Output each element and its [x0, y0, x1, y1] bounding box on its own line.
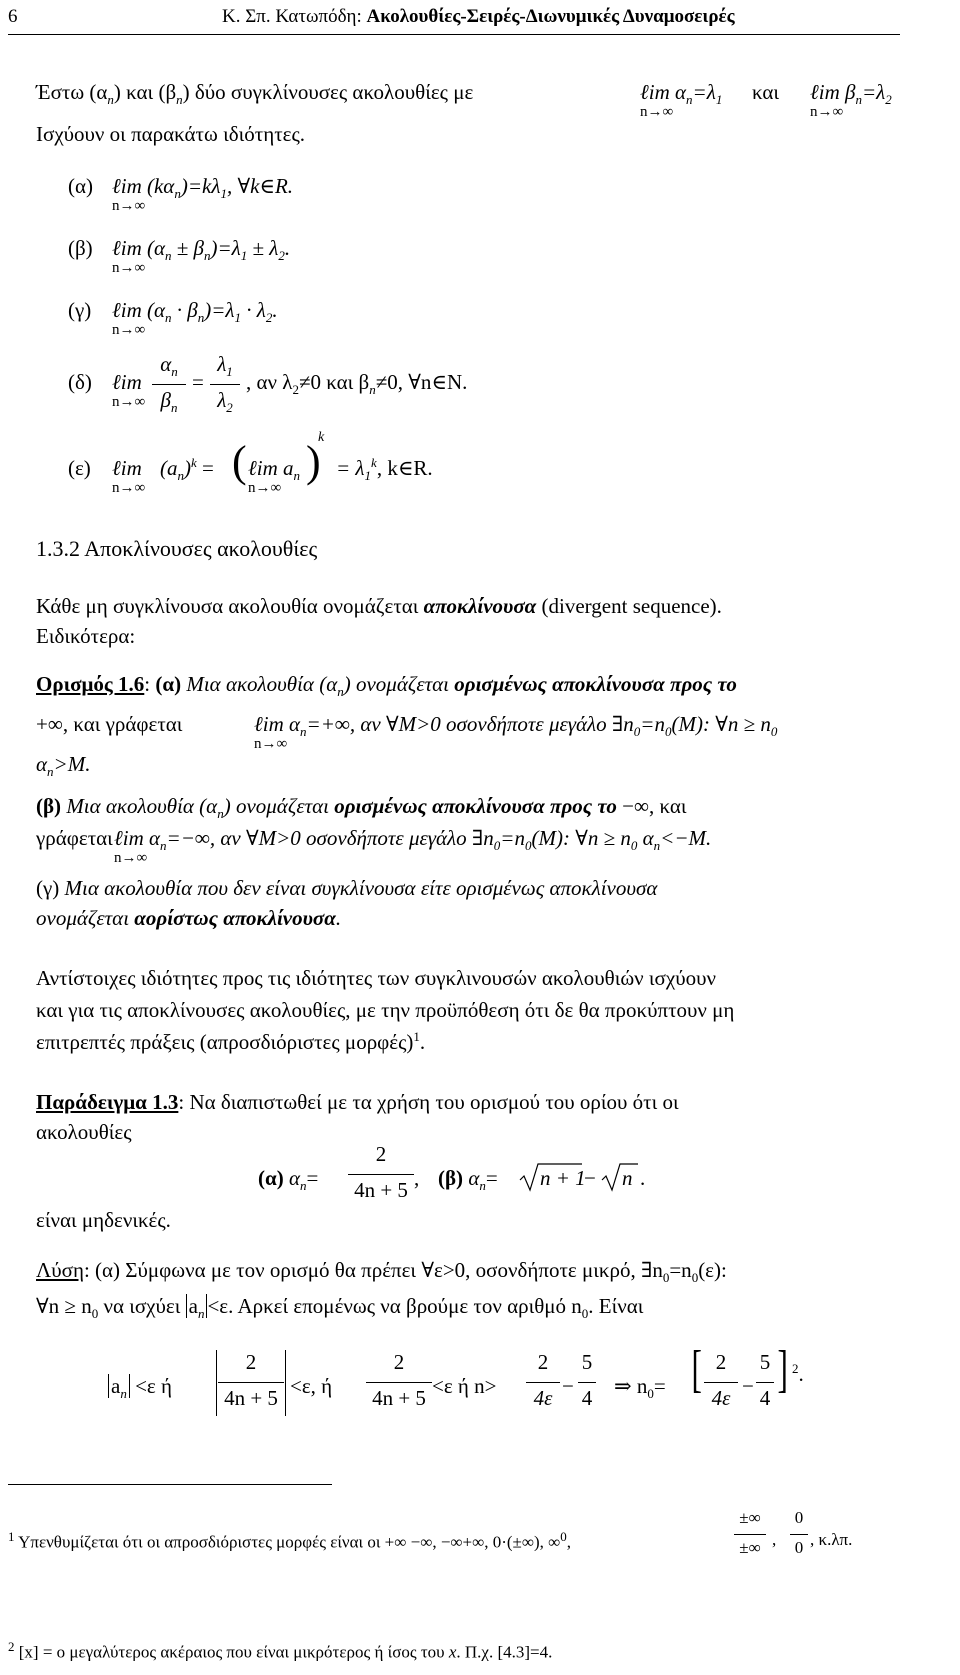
footnote-1-fraction-2: 0 0: [790, 1508, 808, 1572]
property-e-outer-power: k: [318, 430, 325, 445]
definition-a-limit: ℓim $\alpha_n=+\infty$, αν ∀M>0 οσονδήποτε μεγάλο $\exists n_0=n_0(M)$: ∀n ≥ $n_0$ n→∞: [254, 712, 778, 752]
property-e-lim: ℓim n→∞: [112, 456, 146, 496]
example-a: (α) $\alpha_n=$: [258, 1166, 319, 1194]
solution-chain-text-3: <ε ή n>: [432, 1374, 497, 1398]
intro-and: και: [752, 80, 780, 104]
solution-chain-bracket-right: ]: [777, 1341, 788, 1398]
definition-b-limit: ℓim $\alpha_n=-\infty$, αν ∀M>0 οσονδήποτε μεγάλο $\exists n_0=n_0(M)$: ∀n ≥ $n_0$ $\alpha_n<-M$. n→∞: [114, 826, 712, 866]
header-rule: [8, 34, 900, 35]
property-d-lim: ℓim n→∞: [112, 370, 146, 410]
property-d-label: (δ): [68, 370, 92, 394]
footnote-separator: [8, 1484, 332, 1485]
footnote-1-end: , κ.λπ.: [810, 1530, 853, 1549]
solution-chain-minus-2: −: [742, 1374, 754, 1398]
example-line-3: είναι μηδενικές.: [36, 1208, 171, 1232]
header-title: Ακολουθίες-Σειρές-Διωνυμικές Δυναμοσειρές: [366, 6, 735, 27]
solution-chain-fraction-1: 2 4n + 5: [218, 1350, 284, 1422]
header-author: Κ. Σπ. Κατωπόδη:: [222, 6, 362, 27]
solution-chain-minus: −: [562, 1374, 574, 1398]
section-paragraph-line-2: Ειδικότερα:: [36, 624, 136, 648]
example-b-root-2: n: [622, 1166, 633, 1190]
footnote-1-comma: ,: [772, 1530, 777, 1549]
property-g-expression: ℓim $(\alpha_n \cdot \beta_n)=\lambda_1 \cdot \lambda_2$. n→∞: [112, 298, 278, 338]
example-a-fraction: 2 4n + 5: [348, 1142, 414, 1214]
solution-chain-fraction-2: 2 4n + 5: [366, 1350, 432, 1422]
paragraph-2-line-2: και για τις αποκλίνουσες ακολουθίες, με την προϋπόθεση ότι δε θα προκύπτουν μη: [36, 998, 735, 1022]
footnote-2: $^2$ [x] = ο μεγαλύτερος ακέραιος που είναι μικρότερος ή ίσος του x. Π.χ. [4.3]=4.: [8, 1639, 553, 1662]
property-e-inner-limit: ℓim $a_n$ n→∞: [248, 456, 300, 496]
intro-line-2: Ισχύουν οι παρακάτω ιδιότητες.: [36, 122, 306, 146]
solution-chain-implies: ⇒ $n_0=$: [614, 1374, 666, 1402]
solution-chain-fraction-4: 5 4: [578, 1350, 596, 1422]
property-e-label: (ε): [68, 456, 91, 480]
section-paragraph-line-1: Κάθε μη συγκλίνουσα ακολουθία ονομάζεται αποκλίνουσα (divergent sequence).: [36, 594, 722, 618]
section-heading: 1.3.2 Αποκλίνουσες ακολουθίες: [36, 536, 318, 561]
footnote-1: $^1$ Υπενθυμίζεται ότι οι απροσδιόριστες μορφές είναι οι +∞ −∞, −∞+∞, 0·(±∞), ∞$^0$,: [8, 1529, 572, 1552]
footnote-reference-1: 1: [413, 1029, 420, 1044]
property-d-equals: =: [192, 370, 204, 394]
property-b-label: (β): [68, 236, 93, 260]
running-header: [222, 6, 735, 28]
solution-chain-fraction-6: 5 4: [756, 1350, 774, 1422]
property-d-fraction-right: $\lambda_1$ $\lambda_2$: [210, 352, 240, 422]
footnote-1-fraction-1: ±∞ ±∞: [734, 1508, 766, 1572]
solution-chain-abs-a: $a_n <\varepsilon$ ή: [108, 1374, 172, 1402]
solution-chain-footnote-ref: $^2$.: [792, 1361, 804, 1386]
property-g-label: (γ): [68, 298, 92, 322]
property-b-expression: ℓim $(\alpha_n \pm \beta_n)=\lambda_1 \pm \lambda_2$. n→∞: [112, 236, 291, 276]
paragraph-2-line-3: επιτρεπτές πράξεις (απροσδιόριστες μορφές)$^1$.: [36, 1029, 426, 1054]
property-e-rhs: = $\lambda_1^k$, k∈R.: [336, 455, 433, 484]
definition-b-line-2-start: γράφεται: [36, 826, 113, 850]
definition-line-3: $\alpha_n>M$.: [36, 752, 91, 780]
definition-g-line-2: ονομάζεται αορίστως αποκλίνουσα.: [36, 906, 342, 930]
example-b-minus: −: [584, 1166, 596, 1190]
paragraph-2-line-1: Αντίστοιχες ιδιότητες προς τις ιδιότητες των συγκλινουσών ακολουθιών ισχύουν: [36, 966, 716, 990]
property-e-power: $(a_n)^k$ =: [160, 455, 214, 484]
example-b-dot: .: [640, 1166, 646, 1190]
property-a-label: (α): [68, 174, 93, 198]
solution-chain-fraction-5: 2 4ε: [704, 1350, 738, 1422]
definition-b-line-1: (β) Μια ακολουθία $(\alpha_n)$ ονομάζεται ορισμένως αποκλίνουσα προς το −∞, και: [36, 794, 687, 822]
example-line-1: Παράδειγμα 1.3: Να διαπιστωθεί με τα χρήση του ορισμού του ορίου ότι οι: [36, 1090, 679, 1114]
definition-g-line-1: (γ) Μια ακολουθία που δεν είναι συγκλίνουσα είτε ορισμένως αποκλίνουσα: [36, 876, 658, 900]
example-b: (β) $\alpha_n=$: [438, 1166, 498, 1194]
property-d-condition: , αν $\lambda_2\ne 0$ και $\beta_n\ne 0$, ∀n∈N.: [246, 370, 468, 398]
solution-chain-bracket-left: [: [691, 1341, 702, 1398]
example-line-2: ακολουθίες: [36, 1120, 132, 1144]
property-e-right-paren: ): [306, 437, 321, 486]
page-number: 6: [8, 6, 18, 27]
solution-chain-fraction-3: 2 4ε: [526, 1350, 560, 1422]
property-a-expression: ℓim $(k\alpha_n)=k\lambda_1$, ∀k∈R. n→∞: [112, 174, 294, 214]
definition-line-2-start: +∞, και γράφεται: [36, 712, 183, 736]
intro-limit-alpha: ℓim $\alpha_n=\lambda_1$ n→∞: [640, 80, 723, 120]
intro-limit-beta: ℓim $\beta_n=\lambda_2$ n→∞: [810, 80, 892, 120]
solution-chain-text-2: <ε, ή: [290, 1374, 333, 1398]
solution-line-1: Λύση: (α) Σύμφωνα με τον ορισμό θα πρέπει ∀ε>0, οσονδήποτε μικρό, $\exists n_0=n_0(\varepsilon)$:: [36, 1258, 727, 1286]
definition-line-1: Ορισμός 1.6: (α) Μια ακολουθία $(\alpha_n)$ ονομάζεται ορισμένως αποκλίνουσα προς το: [36, 672, 737, 700]
solution-line-2: ∀n ≥ $n_0$ να ισχύει $a_n <\varepsilon$. Αρκεί επομένως να βρούμε τον αριθμό $n_0$. Είναι: [36, 1294, 644, 1322]
property-d-fraction-left: $\alpha_n$ $\beta_n$: [152, 352, 186, 422]
example-comma: ,: [414, 1166, 420, 1190]
intro-line-1: Έστω $(\alpha_n)$ και $(\beta_n)$ δύο συγκλίνουσες ακολουθίες με: [36, 80, 474, 108]
example-b-root-1: n + 1: [540, 1166, 586, 1190]
property-e-left-paren: (: [232, 437, 247, 486]
